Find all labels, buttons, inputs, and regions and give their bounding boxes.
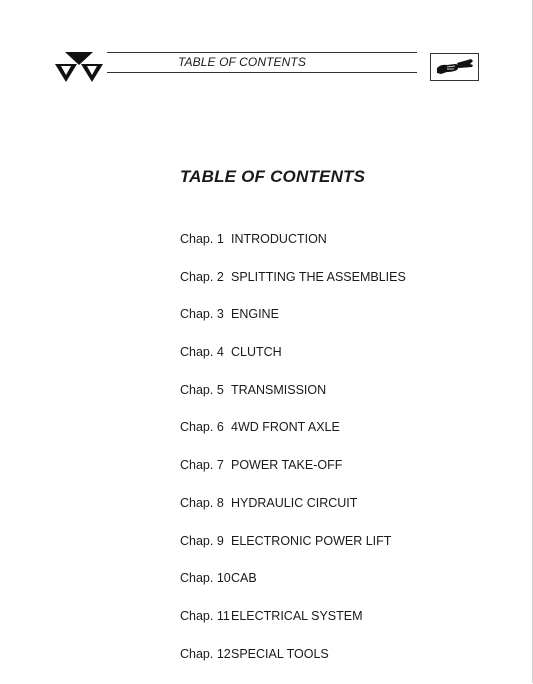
toc-chapter-number: Chap. 10 (180, 571, 231, 586)
toc-chapter-title: CLUTCH (231, 345, 282, 360)
toc-chapter-title: SPECIAL TOOLS (231, 646, 329, 661)
toc-chapter-title: HYDRAULIC CIRCUIT (231, 495, 358, 510)
toc-chapter-number: Chap. 12 (180, 646, 231, 661)
toc-chapter-title: ENGINE (231, 307, 279, 322)
hand-wrench-icon-box (430, 53, 479, 81)
toc-entry[interactable] (180, 609, 406, 647)
toc-chapter-number: Chap. 11 (180, 608, 230, 623)
hand-wrench-icon (435, 57, 475, 78)
table-of-contents (180, 232, 406, 684)
toc-chapter-title: TRANSMISSION (231, 382, 327, 397)
massey-triple-triangle-logo-icon (55, 52, 103, 82)
toc-entry[interactable] (180, 420, 406, 458)
toc-chapter-title: CAB (231, 571, 257, 586)
toc-chapter-number: Chap. 2 (180, 269, 224, 284)
toc-chapter-number: Chap. 5 (180, 382, 224, 397)
toc-entry[interactable] (180, 270, 406, 308)
toc-chapter-title: POWER TAKE-OFF (231, 458, 343, 473)
toc-chapter-number: Chap. 3 (180, 307, 224, 322)
toc-chapter-number: Chap. 8 (180, 495, 224, 510)
toc-chapter-number: Chap. 6 (180, 420, 224, 435)
toc-entry[interactable] (180, 458, 406, 496)
toc-entry[interactable] (180, 307, 406, 345)
toc-chapter-number: Chap. 9 (180, 533, 224, 548)
toc-chapter-number: Chap. 4 (180, 345, 224, 360)
toc-chapter-title: ELECTRONIC POWER LIFT (231, 533, 392, 548)
header-rule-top (107, 52, 417, 53)
toc-entry[interactable] (180, 345, 406, 383)
header-rule-bottom (107, 72, 417, 73)
toc-chapter-title: INTRODUCTION (231, 232, 327, 246)
toc-chapter-number: Chap. 7 (180, 458, 224, 473)
toc-entry[interactable] (180, 647, 406, 684)
toc-chapter-title: SPLITTING THE ASSEMBLIES (231, 269, 406, 284)
toc-entry[interactable] (180, 496, 406, 534)
toc-entry[interactable] (180, 534, 406, 572)
toc-entry[interactable] (180, 383, 406, 421)
document-title: TABLE OF CONTENTS (179, 167, 366, 186)
header-title: TABLE OF CONTENTS (178, 55, 306, 69)
toc-entry[interactable] (180, 571, 406, 609)
toc-entry[interactable] (180, 232, 406, 270)
toc-chapter-title: 4WD FRONT AXLE (231, 420, 340, 435)
toc-chapter-number: Chap. 1 (180, 232, 224, 246)
toc-chapter-title: ELECTRICAL SYSTEM (231, 608, 363, 623)
